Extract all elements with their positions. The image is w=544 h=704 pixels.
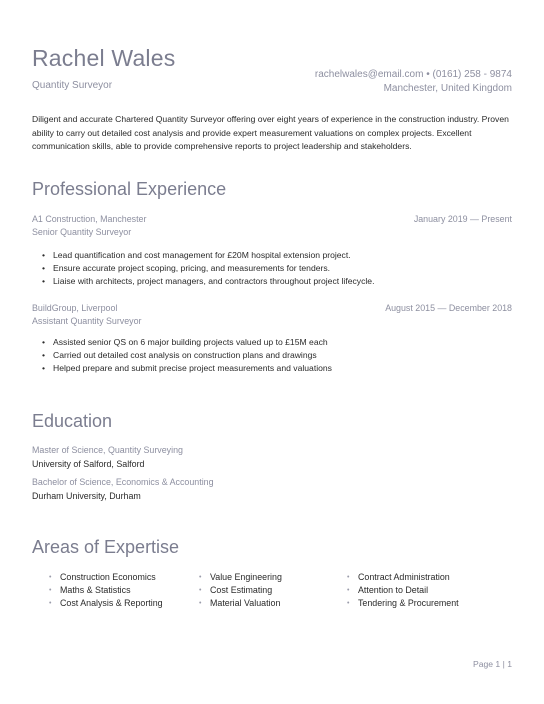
skill-item: • Value Engineering <box>199 571 347 584</box>
job-dates: January 2019 — Present <box>413 214 512 224</box>
education-degree: Master of Science, Quantity Surveying <box>32 445 183 455</box>
job-position: Senior Quantity Surveyor <box>32 226 132 237</box>
skill-item: • Cost Analysis & Reporting <box>49 597 199 610</box>
contact-block <box>315 68 512 96</box>
skill-item: • Tendering & Procurement <box>347 597 497 610</box>
resume-page <box>32 0 512 704</box>
education-section-title: Education <box>32 411 113 431</box>
skills-grid <box>49 571 509 610</box>
skill-item: • Maths & Statistics <box>49 584 199 597</box>
skill-item: • Attention to Detail <box>347 584 497 597</box>
job-header <box>32 213 512 238</box>
professional-summary: Diligent and accurate Chartered Quantity Surveyor offering over eight years of experience in the construction industry. Proven ability to carry out detailed cost analysis and provide expert measurement valuations on complex projects. Excellent communication skills, able to provide comprehensive reports to project leadership and stakeholders. <box>32 114 509 152</box>
bullet-item: • Assisted senior QS on 6 major building projects valued up to £15M each <box>42 336 512 349</box>
page-number: Page 1 | 1 <box>472 659 512 669</box>
location: Manchester, United Kingdom <box>383 83 512 94</box>
education-degree: Bachelor of Science, Economics & Accounting <box>32 477 214 487</box>
skill-item: • Construction Economics <box>49 571 199 584</box>
bullet-item: • Liaise with architects, project managers, and contractors throughout project lifecycle. <box>42 275 512 288</box>
education-item <box>32 476 214 503</box>
contact-line: rachelwales@email.com • (0161) 258 - 9874 <box>314 69 512 80</box>
skill-item: • Cost Estimating <box>199 584 347 597</box>
bullet-item: • Ensure accurate project scoping, pricing, and measurements for tenders. <box>42 262 512 275</box>
candidate-role: Quantity Surveyor <box>32 80 113 91</box>
bullet-item: • Lead quantification and cost management for £20M hospital extension project. <box>42 249 512 262</box>
job-bullets <box>42 336 512 374</box>
job-position: Assistant Quantity Surveyor <box>32 315 142 326</box>
job-header <box>32 302 512 327</box>
job-company: A1 Construction, Manchester <box>32 214 147 224</box>
job-company: BuildGroup, Liverpool <box>32 303 118 313</box>
bullet-item: • Helped prepare and submit precise project measurements and valuations <box>42 362 512 375</box>
experience-section-title: Professional Experience <box>32 179 227 199</box>
candidate-name: Rachel Wales <box>32 45 176 71</box>
job-bullets <box>42 249 512 287</box>
bullet-item: • Carried out detailed cost analysis on construction plans and drawings <box>42 349 512 362</box>
education-school: University of Salford, Salford <box>32 458 145 469</box>
skill-item: • Contract Administration <box>347 571 497 584</box>
education-item <box>32 444 183 471</box>
education-school: Durham University, Durham <box>32 490 141 501</box>
skill-item: • Material Valuation <box>199 597 347 610</box>
job-dates: August 2015 — December 2018 <box>385 303 512 313</box>
expertise-section-title: Areas of Expertise <box>32 537 180 557</box>
